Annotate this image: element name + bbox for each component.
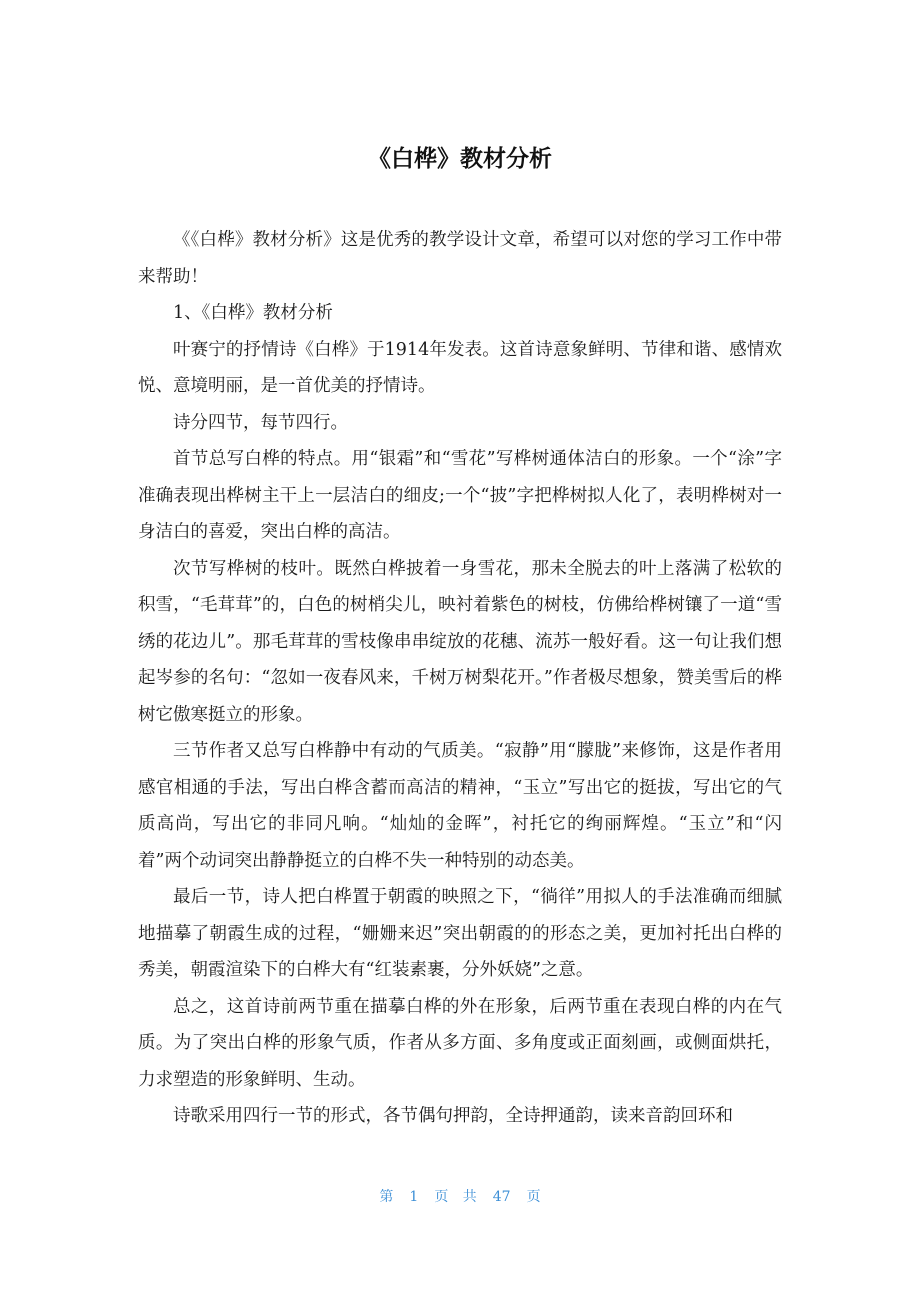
paragraph: 次节写桦树的枝叶。既然白桦披着一身雪花，那未全脱去的叶上落满了松软的积雪，“毛茸茸”的，白色的树梢尖儿，映衬着紫色的树枝，仿佛给桦树镶了一道“雪绣的花边儿”。那毛茸茸的雪枝像串串绽放的花穗、流苏一般好看。这一句让我们想起岑参的名句：“忽如一夜春风来，千树万树梨花开。”作者极尽想象，赞美雪后的桦树它傲寒挺立的形象。 <box>138 558 782 725</box>
paragraph: 总之，这首诗前两节重在描摹白桦的外在形象，后两节重在表现白桦的内在气质。为了突出白桦的形象气质，作者从多方面、多角度或正面刻画，或侧面烘托，力求塑造的形象鲜明、生动。 <box>138 996 782 1090</box>
paragraph-intro: 《《白桦》教材分析》这是优秀的教学设计文章，希望可以对您的学习工作中带来帮助！ <box>138 230 782 287</box>
paragraph: 诗歌采用四行一节的形式，各节偶句押韵，全诗押通韵，读来音韵回环和 <box>173 1106 733 1126</box>
document-body <box>138 222 782 1135</box>
paragraph: 最后一节，诗人把白桦置于朝霞的映照之下，“徜徉”用拟人的手法准确而细腻地描摹了朝霞生成的过程，“姗姗来迟”突出朝霞的的形态之美，更加衬托出白桦的秀美，朝霞渲染下的白桦大有“红装素裹，分外妖娆”之意。 <box>138 887 782 980</box>
paragraph: 诗分四节，每节四行。 <box>173 412 348 433</box>
page-title: 《白桦》教材分析 <box>368 146 552 172</box>
footer-prefix: 第 <box>379 1189 394 1205</box>
paragraph: 首节总写白桦的特点。用“银霜”和“雪花”写桦树通体洁白的形象。一个“涂”字准确表现出桦树主干上一层洁白的细皮;一个“披”字把桦树拟人化了，表明桦树对一身洁白的喜爱，突出白桦的高洁。 <box>138 449 782 542</box>
section-heading: 1、《白桦》教材分析 <box>173 303 333 323</box>
footer-middle: 页 共 <box>434 1189 477 1205</box>
page-footer <box>0 1186 920 1206</box>
paragraph: 叶赛宁的抒情诗《白桦》于1914年发表。这首诗意象鲜明、节律和谐、感情欢悦、意境明丽，是一首优美的抒情诗。 <box>138 339 782 396</box>
paragraph: 三节作者又总写白桦静中有动的气质美。“寂静”用“朦胧”来修饰，这是作者用感官相通的手法，写出白桦含蓄而高洁的精神，“玉立”写出它的挺拔，写出它的气质高尚，写出它的非同凡响。“灿灿的金晖”，衬托它的绚丽辉煌。“玉立”和“闪着”两个动词突出静静挺立的白桦不失一种特别的动态美。 <box>138 741 782 871</box>
footer-suffix: 页 <box>526 1189 541 1205</box>
footer-current-page: 1 <box>409 1189 419 1205</box>
footer-total-pages: 47 <box>492 1189 511 1205</box>
